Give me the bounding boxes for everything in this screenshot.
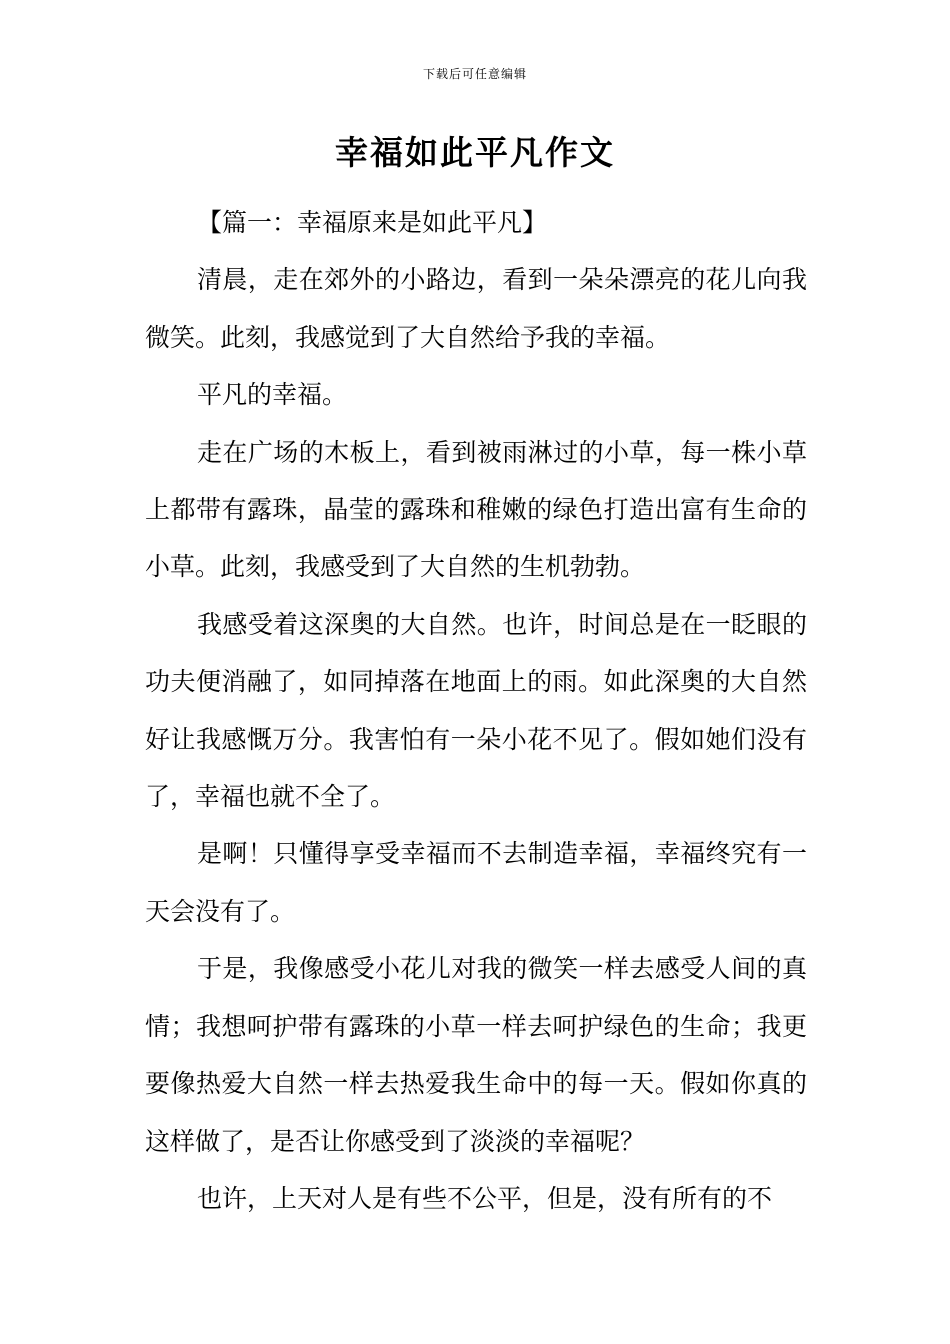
paragraph: 走在广场的木板上，看到被雨淋过的小草，每一株小草上都带有露珠，晶莹的露珠和稚嫩的绿色打造出富有生命的小草。此刻，我感受到了大自然的生机勃勃。 [145, 437, 807, 582]
paragraph: 也许，上天对人是有些不公平，但是，没有所有的不 [197, 1183, 773, 1213]
document-title: 幸福如此平凡作文 [335, 133, 615, 172]
document-body [145, 194, 807, 1227]
paragraph: 我感受着这深奥的大自然。也许，时间总是在一眨眼的功夫便消融了，如同掉落在地面上的雨。如此深奥的大自然好让我感慨万分。我害怕有一朵小花不见了。假如她们没有了，幸福也就不全了。 [145, 609, 807, 812]
paragraph: 清晨，走在郊外的小路边，看到一朵朵漂亮的花儿向我微笑。此刻，我感觉到了大自然给予我的幸福。 [145, 265, 807, 352]
paragraph: 是啊！只懂得享受幸福而不去制造幸福，幸福终究有一天会没有了。 [145, 839, 807, 926]
paragraph: 于是，我像感受小花儿对我的微笑一样去感受人间的真情；我想呵护带有露珠的小草一样去呵护绿色的生命；我更要像热爱大自然一样去热爱我生命中的每一天。假如你真的这样做了，是否让你感受到了淡淡的幸福呢？ [145, 954, 807, 1156]
header-note: 下载后可任意编辑 [422, 67, 527, 81]
paragraph: 平凡的幸福。 [197, 380, 348, 410]
section-heading: 【篇一：幸福原来是如此平凡】 [197, 208, 548, 237]
